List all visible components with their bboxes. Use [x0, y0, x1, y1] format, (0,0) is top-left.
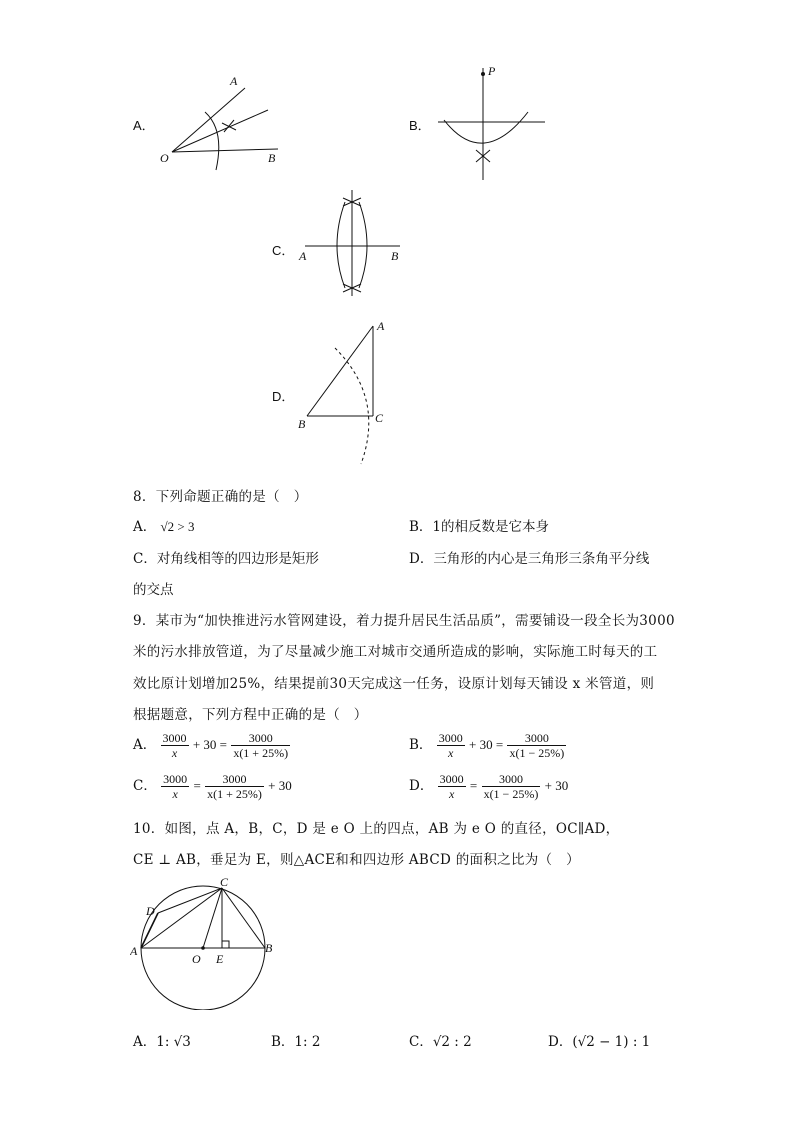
label-b: B — [391, 249, 399, 263]
label-c: C — [375, 411, 384, 425]
option-label-b: B． — [409, 118, 431, 133]
q9-option-d — [409, 772, 568, 801]
label-a: A — [299, 249, 307, 263]
q10-line-2: CE ⊥ AB，垂足为 E，则△ACE和和四边形 ABCD 的面积之比为（ ） — [133, 852, 580, 868]
q8-option-d: D．三角形的内心是三角形三条角平分线 — [409, 551, 650, 567]
q9-option-c-operator: = — [193, 778, 201, 793]
q8-option-a-label: A． — [133, 519, 157, 535]
q8-option-a-math: √2 > 3 — [160, 519, 195, 534]
label-b: B — [265, 941, 273, 955]
label-o: O — [160, 151, 169, 165]
label-a: A — [230, 74, 238, 88]
q9-line-3: 效比原计划增加25%，结果提前30天完成这一任务，设原计划每天铺设 x 米管道，则 — [133, 676, 655, 692]
fraction: $\frac{3000}{x}$ — [438, 731, 463, 760]
figure-perpendicular-bisector — [295, 188, 410, 298]
figure-circle-quadrilateral — [130, 875, 280, 1010]
fraction: $\frac{3000}{x(1 - 25\%)}$ — [483, 772, 539, 801]
q8-option-a — [133, 515, 195, 535]
label-p: P — [488, 64, 496, 78]
label-a: A — [377, 319, 385, 333]
q10-line-1: 10．如图，点 A，B，C，D 是 e O 上的四点，AB 为 e O 的直径，OC∥AD， — [133, 821, 620, 837]
figure-right-triangle-arc — [295, 318, 395, 468]
q8-stem: 8．下列命题正确的是（ ） — [133, 489, 308, 505]
q9-option-a-label: A． — [133, 737, 157, 753]
q9-option-c-label: C． — [133, 778, 157, 794]
label-e: E — [216, 952, 224, 966]
fraction: $\frac{3000}{x}$ — [439, 772, 464, 801]
q10-option-d: D．(√2 − 1) : 1 — [548, 1034, 651, 1050]
q9-option-b-operator: + 30 = — [469, 737, 504, 752]
option-label-c: C． — [272, 243, 295, 258]
q9-option-c-tail: + 30 — [268, 778, 292, 793]
q9-option-a-operator: + 30 = — [192, 737, 228, 752]
q10-option-c: C．√2 : 2 — [409, 1034, 472, 1050]
fraction: $\frac{3000}{x}$ — [162, 731, 187, 760]
fraction: $\frac{3000}{x}$ — [163, 772, 188, 801]
label-o: O — [192, 952, 201, 966]
fraction: $\frac{3000}{x(1 - 25\%)}$ — [509, 731, 565, 760]
label-a: A — [130, 944, 138, 958]
q9-option-c — [133, 772, 292, 801]
fraction: $\frac{3000}{x(1 + 25\%)}$ — [207, 772, 262, 801]
q8-option-c: C．对角线相等的四边形是矩形 — [133, 551, 319, 567]
option-label-a: A． — [133, 118, 155, 133]
figure-angle-bisector — [150, 70, 290, 180]
q8-option-b: B．1的相反数是它本身 — [409, 519, 550, 535]
figure-perpendicular-from-point — [430, 60, 550, 185]
q9-line-1: 9．某市为“加快推进污水管网建设，着力提升居民生活品质”，需要铺设一段全长为3000 — [133, 613, 675, 629]
q9-option-d-label: D． — [409, 778, 434, 794]
q10-option-a: A．1: √3 — [133, 1034, 191, 1050]
option-label-d: D． — [272, 389, 295, 404]
fraction: $\frac{3000}{x(1 + 25\%)}$ — [233, 731, 289, 760]
q8-option-d-continued: 的交点 — [133, 582, 174, 598]
q9-option-b-label: B． — [409, 737, 433, 753]
q9-line-2: 米的污水排放管道，为了尽量减少施工对城市交通所造成的影响，实际施工时每天的工 — [133, 644, 658, 660]
label-b: B — [268, 151, 276, 165]
q10-option-b: B．1: 2 — [271, 1034, 321, 1050]
label-b: B — [298, 417, 306, 431]
q9-line-4: 根据题意，下列方程中正确的是（ ） — [133, 707, 368, 723]
q9-option-b — [409, 731, 566, 760]
q9-option-a — [133, 731, 290, 760]
q9-option-d-tail: + 30 — [544, 778, 569, 793]
q9-option-d-operator: = — [469, 778, 478, 793]
label-c: C — [220, 875, 229, 889]
label-d: D — [146, 904, 155, 918]
